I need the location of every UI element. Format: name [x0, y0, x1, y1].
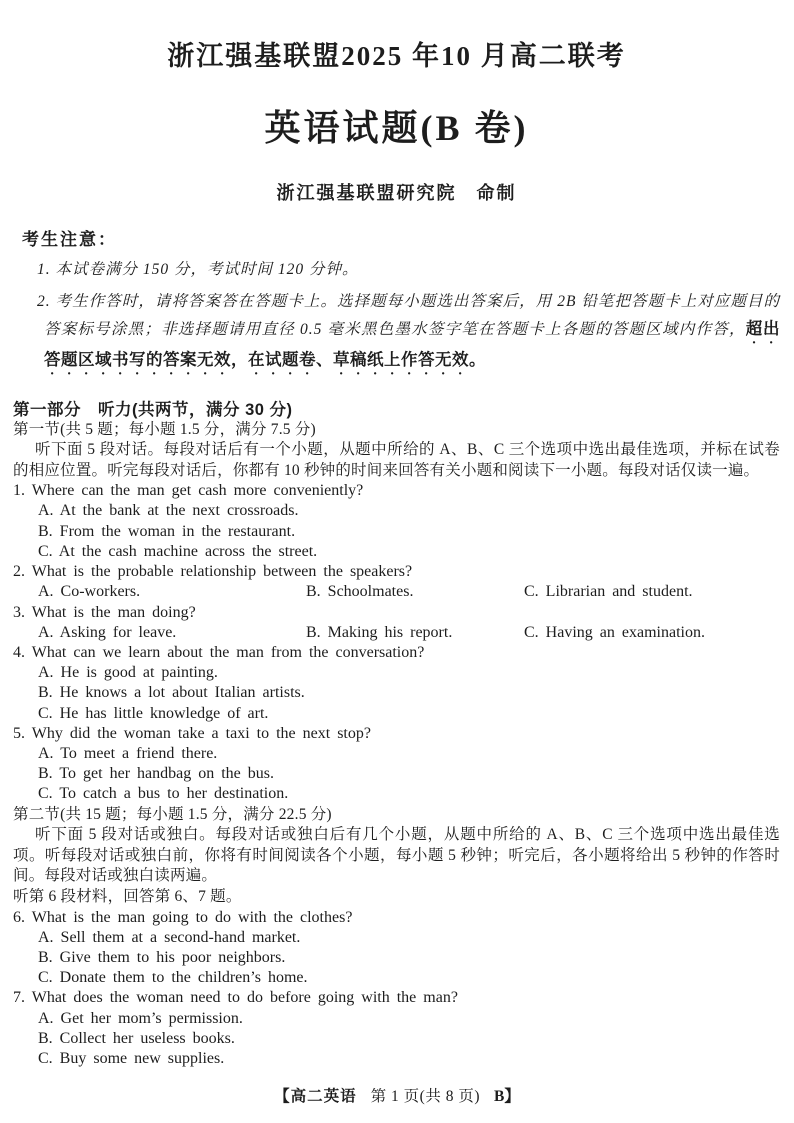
footer-page-info: 第 1 页(共 8 页) [370, 1088, 480, 1105]
question-1-option-b: B. From the woman in the restaurant. [38, 522, 296, 540]
question-2-options-row [13, 582, 780, 602]
question-1-option-a: A. At the bank at the next crossroads. [38, 502, 299, 520]
question-1-text: 1. Where can the man get cash more conveniently? [13, 482, 364, 500]
question-2 [13, 562, 780, 602]
question-7-option-c: C. Buy some new supplies. [38, 1049, 225, 1067]
notice-item-2-emphasis: 超出答题区域书写的答案无效，在试题卷、草稿纸上作答无效。 [44, 319, 780, 369]
section1-instructions: 听下面 5 段对话。每段对话后有一个小题，从题中所给的 A、B、C 三个选项中选出最佳选项，并标在试卷的相应位置。听完每段对话后，你都有 10 秒钟的时间来回答有关小题和阅读下一小题。每段对话仅读一遍。 [13, 441, 780, 479]
notice-item-2 [13, 288, 780, 378]
question-6 [13, 908, 780, 989]
question-3-options-row [13, 623, 780, 643]
question-7-option-a: A. Get her mom’s permission. [38, 1009, 243, 1027]
question-6-text: 6. What is the man going to do with the clothes? [13, 908, 353, 926]
footer-paper-code: B】 [494, 1088, 520, 1105]
page-footer [0, 1087, 794, 1107]
question-3 [13, 603, 780, 643]
question-7-text: 7. What does the woman need to do before going with the man? [13, 989, 458, 1007]
question-6-option-a: A. Sell them at a second-hand market. [38, 928, 301, 946]
section2-heading: 第二节(共 15 题；每小题 1.5 分，满分 22.5 分) [13, 805, 332, 823]
paper-title: 英语试题(B 卷) [264, 108, 529, 148]
notice-item-2-lead: 2. 考生作答时，请将答案答在答题卡上。选择题每小题选出答案后，用 2B 铅笔把答题卡上对应题目的答案标号涂黑；非选择题请用直径 0.5 毫米黑色墨水签字笔在答题卡上各题的答题区域内作答， [37, 293, 780, 338]
question-5-option-b: B. To get her handbag on the bus. [38, 765, 274, 783]
issuer-line: 浙江强基联盟研究院 命制 [276, 183, 517, 203]
question-5-option-c: C. To catch a bus to her destination. [38, 785, 289, 803]
section2-instructions: 听下面 5 段对话或独白。每段对话或独白后有几个小题，从题中所给的 A、B、C 三个选项中选出最佳选项。听每段对话或独白前，你将有时间阅读各个小题，每小题 5 秒钟；听完后，各小题将给出 5 秒钟的作答时间。每段对话或独白读两遍。 [13, 826, 780, 885]
question-4-text: 4. What can we learn about the man from the conversation? [13, 643, 425, 661]
section1-heading: 第一节(共 5 题；每小题 1.5 分，满分 7.5 分) [13, 420, 316, 438]
notice-item-1: 1. 本试卷满分 150 分，考试时间 120 分钟。 [37, 261, 359, 278]
footer-brand: 【高二英语 [274, 1088, 357, 1105]
question-2-option-a: A. Co-workers. [38, 583, 141, 601]
question-3-option-b: B. Making his report. [306, 623, 453, 641]
question-7-option-b: B. Collect her useless books. [38, 1029, 235, 1047]
question-2-option-c: C. Librarian and student. [524, 583, 693, 601]
question-6-option-c: C. Donate them to the children’s home. [38, 969, 308, 987]
question-2-option-b: B. Schoolmates. [306, 583, 414, 601]
question-2-text: 2. What is the probable relationship between the speakers? [13, 563, 413, 581]
question-6-option-b: B. Give them to his poor neighbors. [38, 948, 286, 966]
question-5 [13, 724, 780, 805]
part1-heading: 第一部分 听力(共两节，满分 30 分) [13, 400, 293, 419]
question-4 [13, 643, 780, 724]
question-3-option-c: C. Having an examination. [524, 623, 705, 641]
exam-title: 浙江强基联盟2025 年10 月高二联考 [167, 41, 626, 71]
question-4-option-a: A. He is good at painting. [38, 664, 218, 682]
candidate-notice [13, 230, 780, 378]
question-1-option-c: C. At the cash machine across the street. [38, 542, 318, 560]
notice-heading: 考生注意： [22, 230, 117, 249]
question-5-text: 5. Why did the woman take a taxi to the next stop? [13, 724, 371, 742]
question-4-option-c: C. He has little knowledge of art. [38, 704, 269, 722]
material-note-6-7: 听第 6 段材料，回答第 6、7 题。 [13, 887, 242, 905]
question-4-option-b: B. He knows a lot about Italian artists. [38, 684, 305, 702]
question-3-text: 3. What is the man doing? [13, 603, 196, 621]
question-3-option-a: A. Asking for leave. [38, 623, 177, 641]
question-5-option-a: A. To meet a friend there. [38, 744, 218, 762]
question-7 [13, 988, 780, 1069]
question-1 [13, 481, 780, 562]
